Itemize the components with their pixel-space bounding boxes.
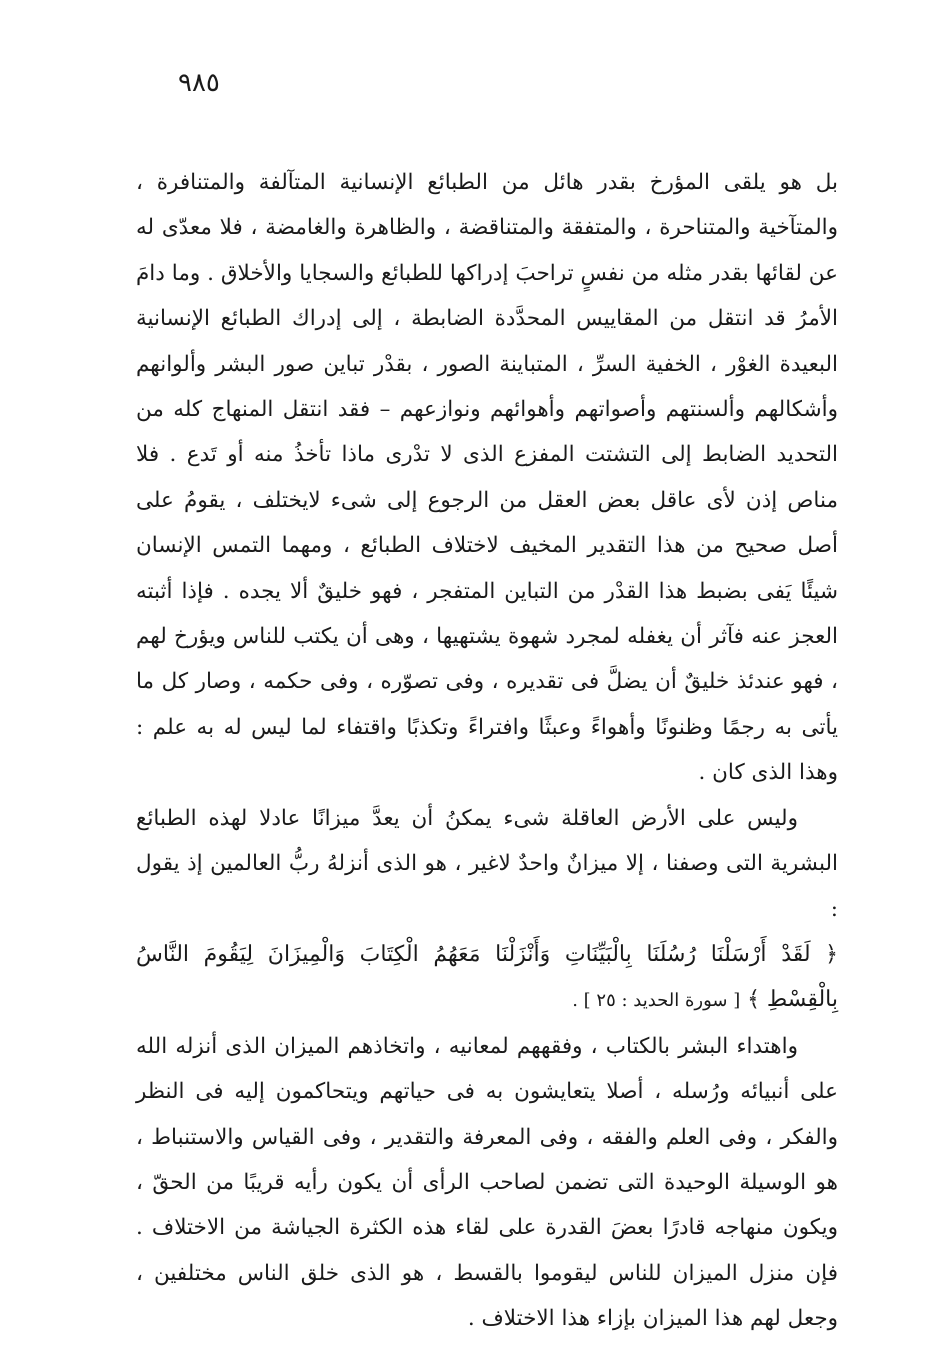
quran-quote <box>136 932 838 1024</box>
page-number: ٩٨٥ <box>178 68 220 98</box>
paragraph-2: وليس على الأرض العاقلة شىء يمكنُ أن يعدَّ ميزانًا عادلا لهذه الطبائع البشرية التى وصفنا ، إلا ميزانٌ واحدٌ لاغير ، هو الذى أنزلهُ ربُّ العالمين إذ يقول : <box>136 805 838 922</box>
quote-verse: لَقَدْ أَرْسَلْنَا رُسُلَنَا بِالْبَيِّنَاتِ وَأَنْزَلْنَا مَعَهُمُ الْكِتَابَ وَالْمِيزَانَ لِيَقُومَ النَّاسُ بِالْقِسْطِ <box>136 941 838 1013</box>
paragraph-3: واهتداء البشر بالكتاب ، وفقههم لمعانيه ، واتخاذهم الميزان الذى أنزله الله على أنبيائه ورُسله ، أصلا يتعايشون به فى حياتهم ويتحاكمون إليه فى النظر والفكر ، وفى العلم والفقه ، وفى المعرفة والتقدير ، وفى القياس والاستنباط ، هو الوسيلة الوحيدة التى تضمن لصاحب الرأى أن يكون رأيه قريبًا من الحقّ ، ويكون منهاجه قادرًا بعضَ القدرة على لقاء هذه الكثرة الجياشة من الاختلاف . فإن منزل الميزان للناس ليقوموا بالقسط ، هو الذى خلق الناس مختلفين ، وجعل لهم هذا الميزان بإزاء هذا الاختلاف . <box>136 1033 838 1332</box>
quote-open-bracket: ﴿ <box>825 941 838 967</box>
quote-close-bracket: ﴾ <box>747 987 760 1013</box>
paragraph-1: بل هو يلقى المؤرخ بقدر هائل من الطبائع الإنسانية المتآلفة والمتنافرة ، والمتآخية والمتناحرة ، والمتفقة والمتناقضة ، والظاهرة والغامضة ، فلا معدّى له عن لقائها بقدر مثله من نفسٍ تراحبَ إدراكها للطبائع والسجايا والأخلاق . وما دامَ الأمرُ قد انتقل من المقاييس المحدَّدة الضابطة ، إلى إدراك الطبائع الإنسانية البعيدة الغوْر ، الخفية السرِّ ، المتباينة الصور ، بقدْر تباين صور البشر وألوانهم وأشكالهم وألسنتهم وأصواتهم وأهوائهم ونوازعهم – فقد انتقل المنهاج كله من التحديد الضابط إلى التشتت المفزع الذى لا تدْرى ماذا تأخذُ منه أو تَدع . فلا مناص إذن لأى عاقل بعض العقل من الرجوع إلى شىء لايختلف ، يقومُ على أصل صحيح من هذا التقدير المخيف لاختلاف الطبائع ، ومهما التمس الإنسان شيئًا يَفى بضبط هذا القدْر من التباين المتفجر ، فهو خليقٌ ألا يجده . فإذا أثبته العجز عنه فآثر أن يغفله لمجرد شهوة يشتهيها ، وهى أن يكتب للناس ويؤرخ لهم ، فهو عندئذ خليقٌ أن يضلَّ فى تقديره ، وفى تصوّره ، وفى حكمه ، وصار كل ما يأتى به رجمًا وظنونًا وأهواءً وعبثًا وافتراءً وتكذبًا واقتفاء لما ليس له به علم : وهذا الذى كان . <box>136 170 838 786</box>
document-body <box>136 160 838 1342</box>
quote-reference: [ سورة الحديد : ٢٥ ] . <box>572 990 741 1012</box>
